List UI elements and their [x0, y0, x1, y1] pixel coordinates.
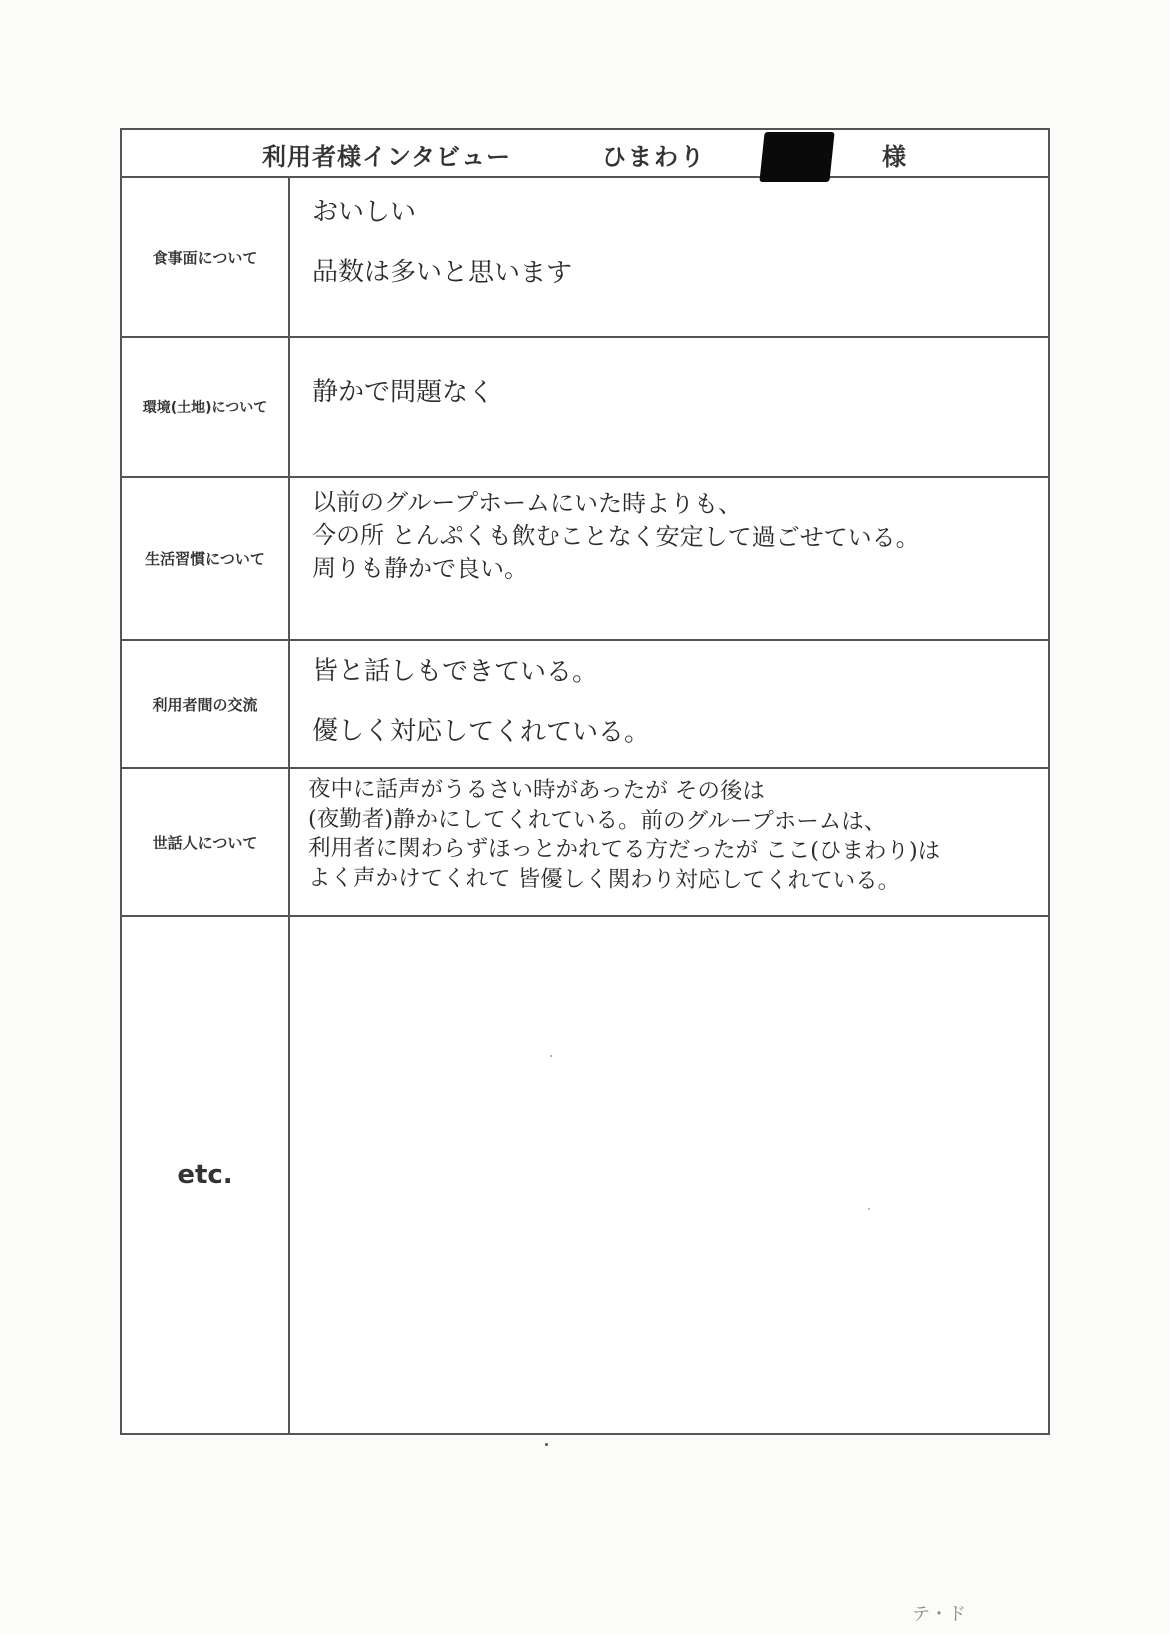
answer-line: 夜中に話声がうるさい時があったが その後は — [307, 776, 766, 805]
answer-line: 以前のグループホームにいた時よりも、 — [311, 488, 743, 519]
row-label-caretaker: 世話人について — [122, 769, 290, 915]
sheet-header — [122, 130, 1048, 178]
row-label-resident-interaction: 利用者間の交流 — [122, 641, 290, 767]
answer-line: 品数は多いと思います — [311, 257, 573, 289]
answer-line: 利用者に関わらずほっとかれてる方だったが ここ(ひまわり)は — [307, 835, 941, 865]
row-label-meals: 食事面について — [122, 178, 290, 336]
row-answer-caretaker — [290, 769, 1048, 915]
row-label-etc: etc. — [122, 917, 290, 1433]
row-label-lifestyle: 生活習慣について — [122, 478, 290, 639]
row-label-environment: 環境(土地)について — [122, 338, 290, 476]
row-answer-meals — [290, 178, 1048, 336]
interview-sheet — [120, 128, 1050, 1435]
honorific-suffix: 様 — [882, 143, 906, 171]
sheet-title: 利用者様インタビュー — [262, 143, 512, 171]
row-caretaker — [122, 769, 1048, 917]
answer-line: 皆と話しもできている。 — [311, 656, 599, 688]
row-lifestyle — [122, 478, 1048, 641]
row-etc — [122, 917, 1048, 1433]
footer-mark: テ・ド — [912, 1604, 966, 1625]
answer-line: 周りも静かで良い。 — [311, 554, 529, 584]
answer-line: 静かで問題なく — [311, 377, 495, 408]
facility-name: ひまわり — [602, 143, 706, 171]
row-answer-etc — [290, 917, 1048, 1433]
row-answer-resident-interaction — [290, 641, 1048, 767]
redaction-block — [759, 132, 834, 182]
answer-line: おいしい — [311, 197, 417, 228]
answer-line: よく声かけてくれて 皆優しく関わり対応してくれている。 — [307, 865, 901, 895]
speck — [550, 1055, 552, 1057]
row-environment — [122, 338, 1048, 478]
speck — [868, 1208, 870, 1210]
row-answer-environment — [290, 338, 1048, 476]
row-resident-interaction — [122, 641, 1048, 769]
answer-line: 優しく対応してくれている。 — [311, 716, 651, 749]
answer-line: (夜勤者)静かにしてくれている。前のグループホームは、 — [307, 805, 887, 835]
speck — [545, 1443, 548, 1446]
row-meals — [122, 178, 1048, 338]
row-answer-lifestyle — [290, 478, 1048, 639]
answer-line: 今の所 とんぷくも飲むことなく安定して過ごせている。 — [311, 521, 920, 553]
